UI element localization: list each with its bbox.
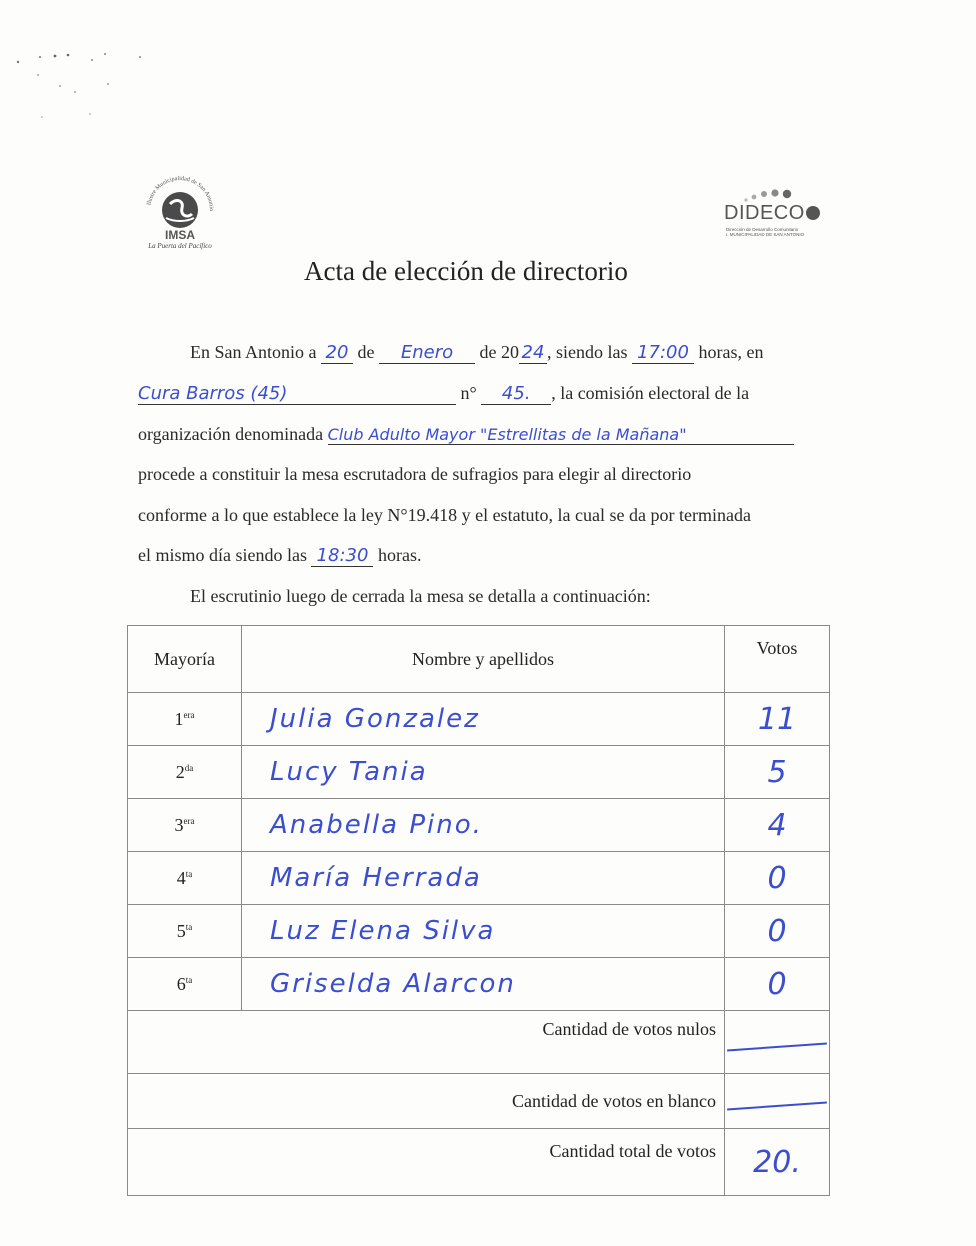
null-votes-label: Cantidad de votos nulos (128, 1011, 725, 1074)
table-row (128, 905, 830, 958)
table-row (128, 958, 830, 1011)
rank-cell: $5^{ta}$ (128, 905, 242, 958)
table-row (128, 693, 830, 746)
table-row (128, 746, 830, 799)
vote-cell: 0 (725, 852, 830, 905)
year-field: 24 (519, 343, 547, 364)
blank-votes-label: Cantidad de votos en blanco (128, 1074, 725, 1129)
vote-cell: 5 (725, 746, 830, 799)
dash-mark (727, 1042, 827, 1051)
para-line-5: conforme a lo que establece la ley N°19.418 y el estatuto, la cual se da por terminada (138, 505, 751, 525)
vote-cell: 4 (725, 799, 830, 852)
start-time-field: 17:00 (632, 343, 694, 364)
vote-cell: 11 (725, 693, 830, 746)
total-votes-label: Cantidad total de votos (128, 1129, 725, 1196)
number-field: 45. (481, 384, 551, 405)
rank-cell: $2^{da}$ (128, 746, 242, 799)
end-time-field: 18:30 (311, 546, 373, 567)
month-field: Enero (379, 343, 475, 364)
svg-text:Ilustre Municipalidad de San A: Ilustre Municipalidad de San Antonio (146, 175, 215, 212)
imsa-emblem-icon (130, 170, 230, 230)
blank-votes-value (725, 1074, 830, 1129)
para-line-2: Cura Barros (45) n° 45. , la comisión electoral de la (138, 383, 750, 404)
name-cell: Griselda Alarcon (242, 958, 725, 1011)
rank-cell: $3^{era}$ (128, 799, 242, 852)
total-votes-row (128, 1129, 830, 1196)
dideco-circle-icon (806, 206, 820, 220)
dash-mark (727, 1101, 827, 1110)
vote-cell: 0 (725, 958, 830, 1011)
name-cell: Lucy Tania (242, 746, 725, 799)
imsa-name: IMSA (165, 228, 195, 242)
para-line-4: procede a constituir la mesa escrutadora de sufragios para elegir al directorio (138, 464, 692, 484)
name-cell: Luz Elena Silva (242, 905, 725, 958)
header-name: Nombre y apellidos (242, 626, 725, 693)
organization-field: Club Adulto Mayor "Estrellitas de la Mañana" (328, 426, 794, 445)
address-field: Cura Barros (45) (138, 384, 456, 405)
rank-cell: $4^{ta}$ (128, 852, 242, 905)
table-header-row (128, 626, 830, 693)
name-cell: María Herrada (242, 852, 725, 905)
total-votes-value: 20. (725, 1129, 830, 1196)
rank-cell: $1^{era}$ (128, 693, 242, 746)
dideco-name: DIDECO (724, 202, 820, 225)
dideco-subtitle: Dirección de Desarrollo Comunitario I. MUNICIPALIDAD DE SAN ANTONIO (726, 227, 805, 237)
imsa-tagline: La Puerta del Pacífico (148, 242, 212, 250)
day-field: 20 (321, 343, 353, 364)
null-votes-value (725, 1011, 830, 1074)
para-line-1: En San Antonio a 20 de Enero de 20 24 , siendo las 17:00 horas, en (190, 342, 764, 363)
scan-specks (0, 0, 200, 130)
dideco-logo (722, 186, 832, 246)
document-title: Acta de elección de directorio (304, 256, 628, 286)
name-cell: Anabella Pino. (242, 799, 725, 852)
table-row (128, 852, 830, 905)
votes-table (127, 625, 830, 1196)
para-line-3: organización denominada Club Adulto Mayor "Estrellitas de la Mañana" (138, 424, 828, 445)
vote-cell: 0 (725, 905, 830, 958)
rank-cell: $6^{ta}$ (128, 958, 242, 1011)
blank-votes-row (128, 1074, 830, 1129)
name-cell: Julia Gonzalez (242, 693, 725, 746)
para-line-6: el mismo día siendo las 18:30 horas. (138, 545, 422, 566)
imsa-logo (130, 170, 250, 260)
header-rank: Mayoría (128, 626, 242, 693)
header-votes: Votos (725, 626, 830, 693)
para-line-7: El escrutinio luego de cerrada la mesa se detalla a continuación: (190, 586, 651, 606)
null-votes-row (128, 1011, 830, 1074)
table-row (128, 799, 830, 852)
